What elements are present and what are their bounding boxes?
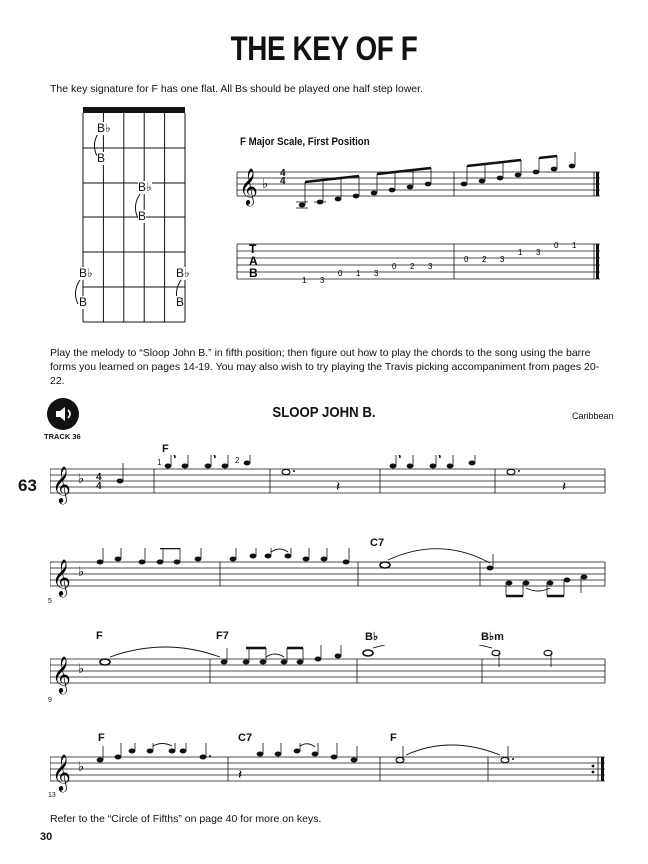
song-time-signature: 4 4	[96, 472, 102, 492]
music-staff-2	[50, 548, 610, 598]
svg-text:♭: ♭	[78, 471, 85, 486]
svg-text:0: 0	[392, 262, 397, 271]
page-number: 30	[40, 831, 53, 843]
svg-text:𝄞: 𝄞	[52, 754, 71, 790]
scale-staff	[232, 152, 612, 292]
svg-text:1: 1	[302, 276, 307, 285]
chord-symbol: B♭m	[481, 631, 504, 643]
song-title: SLOOP JOHN B.	[272, 404, 376, 421]
fingering: 1	[157, 458, 162, 467]
fingering: 2	[235, 456, 240, 465]
svg-text:3: 3	[536, 248, 541, 257]
song-origin: Caribbean	[572, 411, 614, 421]
chord-symbol: C7	[370, 537, 385, 549]
measure-number: 5	[48, 598, 52, 605]
scale-time-signature: 4 4	[280, 168, 286, 187]
intro-text: The key signature for F has one flat. All Bs should be played one half step lower.	[50, 83, 423, 95]
example-number: 63	[18, 476, 37, 495]
music-staff-1	[50, 455, 610, 505]
svg-text:𝄞: 𝄞	[52, 466, 71, 502]
scale-title: F Major Scale, First Position	[240, 136, 370, 148]
svg-text:𝄽: 𝄽	[562, 478, 567, 494]
svg-text:T: T	[249, 242, 257, 256]
svg-text:♭: ♭	[78, 661, 85, 676]
fret-note-b: B	[79, 295, 88, 309]
svg-text:𝄽: 𝄽	[238, 766, 243, 782]
fret-note-b: B	[97, 151, 106, 165]
page-title: THE KEY OF F	[230, 30, 418, 68]
chord-symbol: C7	[238, 732, 253, 744]
svg-text:3: 3	[374, 269, 379, 278]
footer-note: Refer to the “Circle of Fifths” on page 40 for more on keys.	[50, 813, 322, 825]
svg-text:1: 1	[518, 248, 523, 257]
svg-text:♭: ♭	[78, 759, 85, 774]
svg-text:A: A	[249, 254, 258, 268]
svg-text:2: 2	[410, 262, 415, 271]
fretboard-diagram	[65, 104, 205, 326]
svg-text:𝄞: 𝄞	[52, 656, 71, 692]
chord-symbol: F	[162, 443, 169, 455]
track-label: TRACK 36	[44, 432, 81, 441]
measure-number: 9	[48, 697, 52, 704]
chord-symbol: F	[96, 630, 103, 642]
fret-note-bflat: B♭	[79, 266, 93, 280]
fret-note-bflat: B♭	[138, 180, 152, 194]
svg-text:♭: ♭	[78, 564, 85, 579]
svg-text:3: 3	[500, 255, 505, 264]
measure-number: 13	[48, 792, 56, 799]
svg-text:0: 0	[464, 255, 469, 264]
instructions-text: Play the melody to “Sloop John B.” in fifth position; then figure out how to play the chords to the song using the barre forms you learned on pages 14-19. You may also wish to try playing the Travis picking accompaniment from pages 20-22.	[50, 347, 600, 387]
svg-text:3: 3	[428, 262, 433, 271]
chord-symbol: F	[98, 732, 105, 744]
svg-text:1: 1	[356, 269, 361, 278]
fret-note-b: B	[138, 209, 147, 223]
chord-symbol: F7	[216, 630, 229, 642]
svg-text:B: B	[249, 266, 258, 280]
music-staff-3	[50, 645, 610, 695]
chord-symbol: F	[390, 732, 397, 744]
svg-text:0: 0	[338, 269, 343, 278]
fret-note-bflat: B♭	[97, 121, 111, 135]
svg-text:𝄞: 𝄞	[52, 559, 71, 595]
svg-text:3: 3	[320, 276, 325, 285]
svg-text:0: 0	[554, 241, 559, 250]
fret-note-bflat: B♭	[176, 266, 190, 280]
fret-note-b: B	[176, 295, 185, 309]
svg-text:1: 1	[572, 241, 577, 250]
svg-text:2: 2	[482, 255, 487, 264]
music-staff-4	[50, 743, 610, 793]
chord-symbol: B♭	[365, 631, 379, 643]
svg-text:𝄞: 𝄞	[239, 168, 258, 204]
svg-text:𝄽: 𝄽	[336, 478, 341, 494]
svg-text:♭: ♭	[262, 176, 269, 191]
